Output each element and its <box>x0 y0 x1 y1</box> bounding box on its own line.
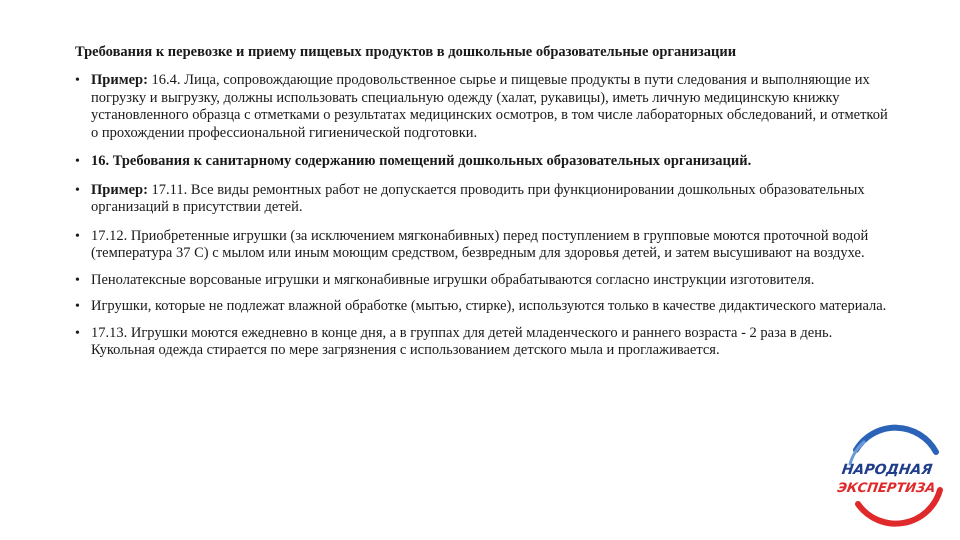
bullet-list <box>75 72 893 369</box>
bullet-item <box>75 153 893 171</box>
logo-text-line1: НАРОДНАЯ <box>840 462 934 478</box>
bullet-text: 17.11. Все виды ремонтных работ не допускается проводить при функционировании дошкольных образовательных организаций в присутствии детей. <box>91 181 865 215</box>
logo-text-line2: ЭКСПЕРТИЗА <box>836 481 937 496</box>
bullet-item <box>75 325 893 360</box>
bullet-item <box>75 298 893 316</box>
bullet-text: 17.13. Игрушки моются ежедневно в конце дня, а в группах для детей младенческого и раннего возраста - 2 раза в день. Кукольная одежда стирается по мере загрязнения с использованием детского мыла и проглаживается. <box>91 324 833 358</box>
bullet-label: Пример: <box>91 181 148 198</box>
bullet-text: 17.12. Приобретенные игрушки (за исключением мягконабивных) перед поступлением в групповые моются проточной водой (температура 37 С) с мылом или иным моющим средством, безвредным для здоровья детей, и затем высушивают на воздухе. <box>91 227 869 261</box>
slide-title: Требования к перевозке и приему пищевых продуктов в дошкольные образовательные организации <box>75 44 737 60</box>
bullet-item <box>75 228 893 263</box>
section-heading: 16. Требования к санитарному содержанию помещений дошкольных образовательных организаций. <box>91 153 752 169</box>
bullet-item <box>75 272 893 290</box>
bullet-label: Пример: <box>91 72 148 88</box>
bullet-item <box>75 182 893 217</box>
bullet-text: Игрушки, которые не подлежат влажной обработке (мытью, стирке), используются только в качестве дидактического материала. <box>91 298 887 314</box>
narodnaya-ekspertiza-logo <box>836 420 948 528</box>
logo-ring-blue <box>856 428 936 452</box>
bullet-text: 16.4. Лица, сопровождающие продовольственное сырье и пищевые продукты в пути следования и выполняющие их погрузку и выгрузку, должны использовать специальную одежду (халат, рукавицы), иметь личную медицинскую книжку установленного образца с отметками о результатах медицинских осмотров, в том числе лабораторных обследований, и отметкой о прохождении профессиональной гигиенической подготовки. <box>91 72 888 141</box>
bullet-item <box>75 72 893 142</box>
bullet-text: Пенолатексные ворсованые игрушки и мягконабивные игрушки обрабатываются согласно инструкции изготовителя. <box>91 271 815 288</box>
